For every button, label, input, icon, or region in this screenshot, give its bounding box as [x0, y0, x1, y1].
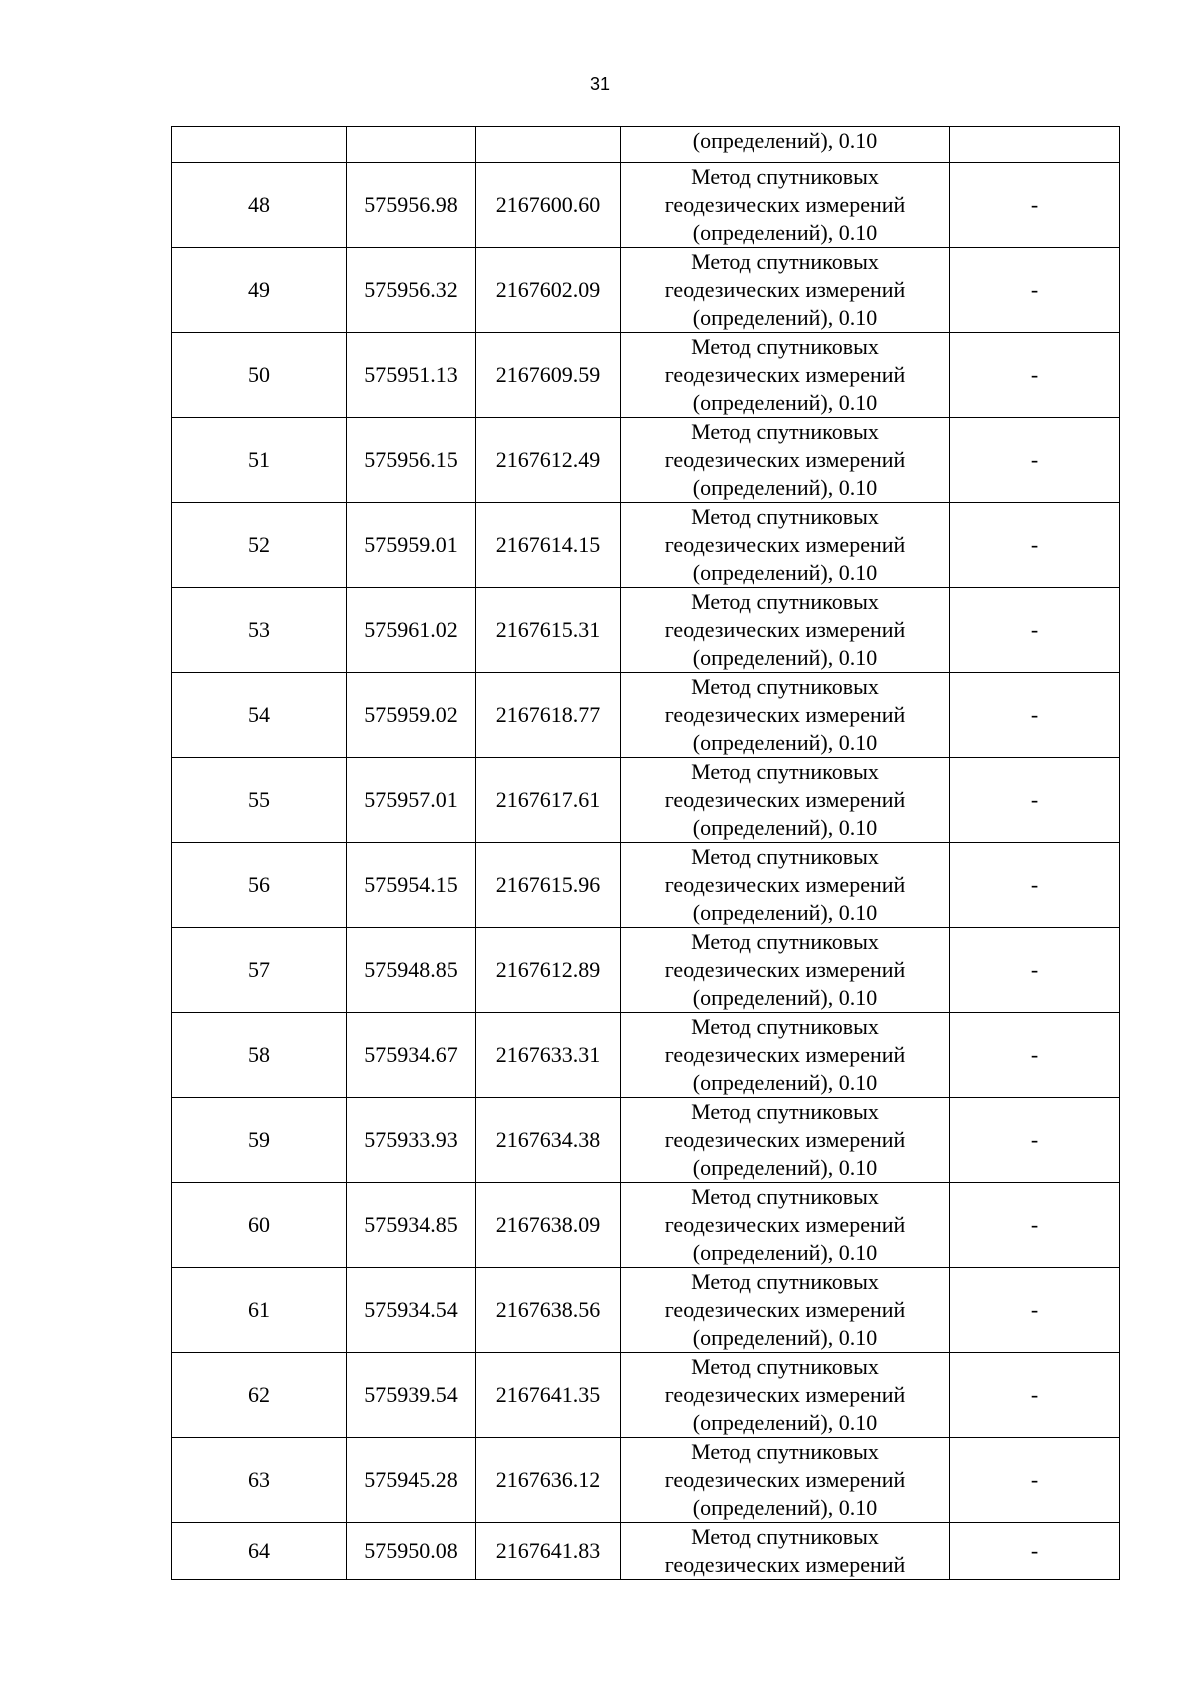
method-line: Метод спутниковых: [691, 419, 879, 444]
point-number-cell: 48: [172, 163, 347, 248]
method-cell: [621, 1268, 950, 1353]
method-line: (определений), 0.10: [692, 128, 878, 153]
method-line: (определений), 0.10: [692, 305, 878, 330]
method-line: Метод спутниковых: [691, 1269, 879, 1294]
y-coordinate-cell: 2167618.77: [476, 673, 621, 758]
method-line: геодезических измерений: [664, 1297, 906, 1322]
point-number-cell: 61: [172, 1268, 347, 1353]
method-line: Метод спутниковых: [691, 164, 879, 189]
x-coordinate-cell: 575950.08: [347, 1523, 476, 1580]
method-cell: [621, 503, 950, 588]
table-row: [172, 248, 1120, 333]
method-cell: [621, 843, 950, 928]
table-row: [172, 843, 1120, 928]
description-cell: -: [950, 163, 1120, 248]
method-cell: [621, 1353, 950, 1438]
point-number-cell: 59: [172, 1098, 347, 1183]
description-cell: -: [950, 928, 1120, 1013]
description-cell: -: [950, 1098, 1120, 1183]
table-row: [172, 333, 1120, 418]
x-coordinate-cell: 575934.85: [347, 1183, 476, 1268]
method-line: геодезических измерений: [664, 447, 906, 472]
table-row: [172, 928, 1120, 1013]
x-coordinate-cell: 575954.15: [347, 843, 476, 928]
method-line: геодезических измерений: [664, 277, 906, 302]
point-number-cell: 49: [172, 248, 347, 333]
y-coordinate-cell: 2167615.96: [476, 843, 621, 928]
method-line: (определений), 0.10: [692, 1070, 878, 1095]
point-number-cell: 60: [172, 1183, 347, 1268]
description-cell: -: [950, 1438, 1120, 1523]
point-number-cell: 50: [172, 333, 347, 418]
y-coordinate-cell: 2167633.31: [476, 1013, 621, 1098]
method-line: (определений), 0.10: [692, 900, 878, 925]
y-coordinate-cell: 2167602.09: [476, 248, 621, 333]
method-line: (определений), 0.10: [692, 985, 878, 1010]
point-number-cell: 53: [172, 588, 347, 673]
table-row: [172, 673, 1120, 758]
method-line: геодезических измерений: [664, 362, 906, 387]
method-line: геодезических измерений: [664, 787, 906, 812]
table-row: [172, 758, 1120, 843]
table-row: [172, 418, 1120, 503]
point-number-cell: 63: [172, 1438, 347, 1523]
method-line: (определений), 0.10: [692, 1410, 878, 1435]
y-coordinate-cell: 2167615.31: [476, 588, 621, 673]
method-cell: [621, 673, 950, 758]
method-cell: [621, 163, 950, 248]
method-cell: [621, 1523, 950, 1580]
y-coordinate-cell: 2167641.83: [476, 1523, 621, 1580]
table-row: [172, 1268, 1120, 1353]
x-coordinate-cell: [347, 127, 476, 163]
x-coordinate-cell: 575934.54: [347, 1268, 476, 1353]
y-coordinate-cell: 2167641.35: [476, 1353, 621, 1438]
x-coordinate-cell: 575951.13: [347, 333, 476, 418]
y-coordinate-cell: 2167609.59: [476, 333, 621, 418]
x-coordinate-cell: 575959.01: [347, 503, 476, 588]
point-number-cell: 54: [172, 673, 347, 758]
x-coordinate-cell: 575957.01: [347, 758, 476, 843]
x-coordinate-cell: 575933.93: [347, 1098, 476, 1183]
coordinates-table: [171, 126, 1120, 1580]
method-line: Метод спутниковых: [691, 504, 879, 529]
method-line: Метод спутниковых: [691, 334, 879, 359]
method-line: геодезических измерений: [664, 872, 906, 897]
description-cell: [950, 127, 1120, 163]
description-cell: -: [950, 758, 1120, 843]
x-coordinate-cell: 575939.54: [347, 1353, 476, 1438]
method-cell: [621, 418, 950, 503]
method-line: (определений), 0.10: [692, 220, 878, 245]
method-cell: [621, 1013, 950, 1098]
method-cell: [621, 758, 950, 843]
x-coordinate-cell: 575961.02: [347, 588, 476, 673]
y-coordinate-cell: 2167612.49: [476, 418, 621, 503]
method-line: Метод спутниковых: [691, 1099, 879, 1124]
method-line: Метод спутниковых: [691, 1184, 879, 1209]
description-cell: -: [950, 503, 1120, 588]
point-number-cell: 62: [172, 1353, 347, 1438]
method-cell: [621, 248, 950, 333]
method-line: (определений), 0.10: [692, 1495, 878, 1520]
x-coordinate-cell: 575959.02: [347, 673, 476, 758]
table-row: [172, 1013, 1120, 1098]
table-row: [172, 1523, 1120, 1580]
y-coordinate-cell: 2167617.61: [476, 758, 621, 843]
coordinates-table-body: [172, 127, 1120, 1580]
point-number-cell: 58: [172, 1013, 347, 1098]
method-line: (определений), 0.10: [692, 815, 878, 840]
x-coordinate-cell: 575934.67: [347, 1013, 476, 1098]
method-line: геодезических измерений: [664, 702, 906, 727]
method-cell: [621, 1438, 950, 1523]
table-row: [172, 1438, 1120, 1523]
method-line: (определений), 0.10: [692, 1325, 878, 1350]
point-number-cell: 52: [172, 503, 347, 588]
table-row: [172, 588, 1120, 673]
method-cell: [621, 1183, 950, 1268]
description-cell: -: [950, 673, 1120, 758]
description-cell: -: [950, 333, 1120, 418]
method-line: (определений), 0.10: [692, 645, 878, 670]
description-cell: -: [950, 1268, 1120, 1353]
method-line: Метод спутниковых: [691, 929, 879, 954]
method-line: геодезических измерений: [664, 1382, 906, 1407]
method-line: геодезических измерений: [664, 1467, 906, 1492]
method-line: геодезических измерений: [664, 1042, 906, 1067]
method-line: геодезических измерений: [664, 617, 906, 642]
method-line: (определений), 0.10: [692, 475, 878, 500]
method-line: геодезических измерений: [664, 1212, 906, 1237]
method-cell: [621, 127, 950, 163]
y-coordinate-cell: [476, 127, 621, 163]
y-coordinate-cell: 2167612.89: [476, 928, 621, 1013]
method-line: Метод спутниковых: [691, 759, 879, 784]
x-coordinate-cell: 575956.15: [347, 418, 476, 503]
description-cell: -: [950, 843, 1120, 928]
x-coordinate-cell: 575945.28: [347, 1438, 476, 1523]
y-coordinate-cell: 2167614.15: [476, 503, 621, 588]
method-line: (определений), 0.10: [692, 730, 878, 755]
method-line: геодезических измерений: [664, 192, 906, 217]
description-cell: -: [950, 1523, 1120, 1580]
method-line: геодезических измерений: [664, 1127, 906, 1152]
method-cell: [621, 333, 950, 418]
x-coordinate-cell: 575956.32: [347, 248, 476, 333]
point-number-cell: 57: [172, 928, 347, 1013]
method-line: Метод спутниковых: [691, 249, 879, 274]
method-line: Метод спутниковых: [691, 1439, 879, 1464]
x-coordinate-cell: 575956.98: [347, 163, 476, 248]
point-number-cell: 64: [172, 1523, 347, 1580]
y-coordinate-cell: 2167638.09: [476, 1183, 621, 1268]
method-line: (определений), 0.10: [692, 1155, 878, 1180]
method-line: геодезических измерений: [664, 957, 906, 982]
point-number-cell: [172, 127, 347, 163]
method-line: геодезических измерений: [664, 1552, 906, 1577]
method-line: (определений), 0.10: [692, 390, 878, 415]
point-number-cell: 55: [172, 758, 347, 843]
description-cell: -: [950, 1183, 1120, 1268]
y-coordinate-cell: 2167636.12: [476, 1438, 621, 1523]
y-coordinate-cell: 2167600.60: [476, 163, 621, 248]
method-cell: [621, 588, 950, 673]
description-cell: -: [950, 248, 1120, 333]
table-row: [172, 163, 1120, 248]
method-line: (определений), 0.10: [692, 1240, 878, 1265]
description-cell: -: [950, 1013, 1120, 1098]
point-number-cell: 56: [172, 843, 347, 928]
method-line: Метод спутниковых: [691, 1354, 879, 1379]
table-row: [172, 1183, 1120, 1268]
method-line: Метод спутниковых: [691, 844, 879, 869]
table-row: [172, 503, 1120, 588]
method-line: Метод спутниковых: [691, 589, 879, 614]
description-cell: -: [950, 588, 1120, 673]
table-row: [172, 1098, 1120, 1183]
y-coordinate-cell: 2167634.38: [476, 1098, 621, 1183]
method-line: геодезических измерений: [664, 532, 906, 557]
method-cell: [621, 1098, 950, 1183]
x-coordinate-cell: 575948.85: [347, 928, 476, 1013]
point-number-cell: 51: [172, 418, 347, 503]
continuation-row: [172, 127, 1120, 163]
method-line: Метод спутниковых: [691, 1524, 879, 1549]
description-cell: -: [950, 1353, 1120, 1438]
page-number: 31: [589, 74, 611, 94]
method-line: (определений), 0.10: [692, 560, 878, 585]
description-cell: -: [950, 418, 1120, 503]
method-line: Метод спутниковых: [691, 674, 879, 699]
y-coordinate-cell: 2167638.56: [476, 1268, 621, 1353]
method-line: Метод спутниковых: [691, 1014, 879, 1039]
table-row: [172, 1353, 1120, 1438]
method-cell: [621, 928, 950, 1013]
